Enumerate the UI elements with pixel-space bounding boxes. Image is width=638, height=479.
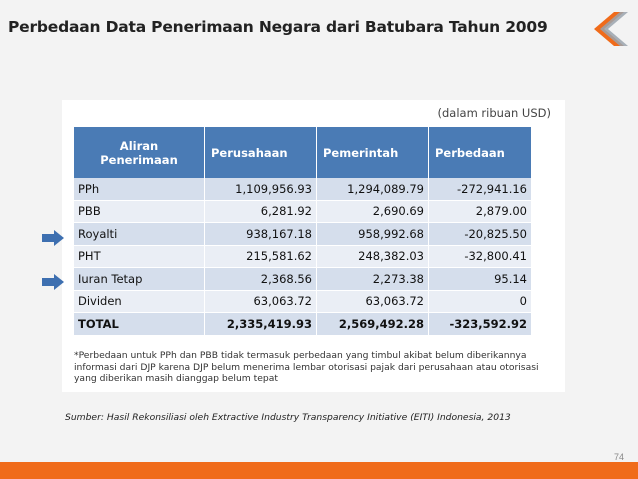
table-cell: 938,167.18 [205, 223, 317, 246]
row-label: PPh [74, 178, 205, 200]
header-pemerintah: Pemerintah [317, 127, 429, 178]
header-perusahaan: Perusahaan [205, 127, 317, 178]
header-perbedaan: Perbedaan [429, 127, 532, 178]
slide-title: Perbedaan Data Penerimaan Negara dari Batubara Tahun 2009 [8, 18, 548, 36]
table-cell: 1,294,089.79 [317, 178, 429, 200]
table-cell: 6,281.92 [205, 200, 317, 223]
table-cell: 0 [429, 290, 532, 313]
row-label: Dividen [74, 290, 205, 313]
table-row [74, 268, 532, 291]
table-cell: 63,063.72 [205, 290, 317, 313]
table-cell: 215,581.62 [205, 245, 317, 268]
arrow-right-icon [42, 274, 64, 290]
arrow-right-icon [42, 230, 64, 246]
table-cell: -272,941.16 [429, 178, 532, 200]
table-total-row [74, 313, 532, 336]
table-cell: 2,690.69 [317, 200, 429, 223]
table-cell: 95.14 [429, 268, 532, 291]
unit-note: (dalam ribuan USD) [437, 106, 551, 120]
table-footnote: *Perbedaan untuk PPh dan PBB tidak termasuk perbedaan yang timbul akibat belum diberikannya informasi dari DJP karena DJP belum menerima lembar otorisasi pajak dari perusahaan atau otorisasi yang diberikan masih dianggap belum tepat [74, 350, 539, 384]
row-label: PHT [74, 245, 205, 268]
table-cell: -323,592.92 [429, 313, 532, 336]
table-row [74, 178, 532, 200]
table-cell: 248,382.03 [317, 245, 429, 268]
table-cell: 2,335,419.93 [205, 313, 317, 336]
table-row [74, 245, 532, 268]
table-cell: 958,992.68 [317, 223, 429, 246]
table-cell: 2,273.38 [317, 268, 429, 291]
table-cell: 2,879.00 [429, 200, 532, 223]
table-cell: -32,800.41 [429, 245, 532, 268]
table-cell: -20,825.50 [429, 223, 532, 246]
table-row [74, 223, 532, 246]
page-number: 74 [613, 452, 624, 462]
source-citation: Sumber: Hasil Rekonsiliasi oleh Extractive Industry Transparency Initiative (EITI) Indonesia, 2013 [65, 412, 511, 423]
row-label: PBB [74, 200, 205, 223]
revenue-table [74, 127, 532, 336]
footer-accent-bar [0, 462, 638, 479]
table-cell: 2,368.56 [205, 268, 317, 291]
row-label: Royalti [74, 223, 205, 246]
row-label: Iuran Tetap [74, 268, 205, 291]
header-aliran: Aliran Penerimaan [74, 127, 205, 178]
table-header-row [74, 127, 532, 178]
table-cell: 1,109,956.93 [205, 178, 317, 200]
table-row [74, 200, 532, 223]
table-cell: 63,063.72 [317, 290, 429, 313]
chevron-logo-icon [584, 10, 632, 48]
table-row [74, 290, 532, 313]
row-label: TOTAL [74, 313, 205, 336]
table-panel [62, 100, 565, 392]
table-cell: 2,569,492.28 [317, 313, 429, 336]
